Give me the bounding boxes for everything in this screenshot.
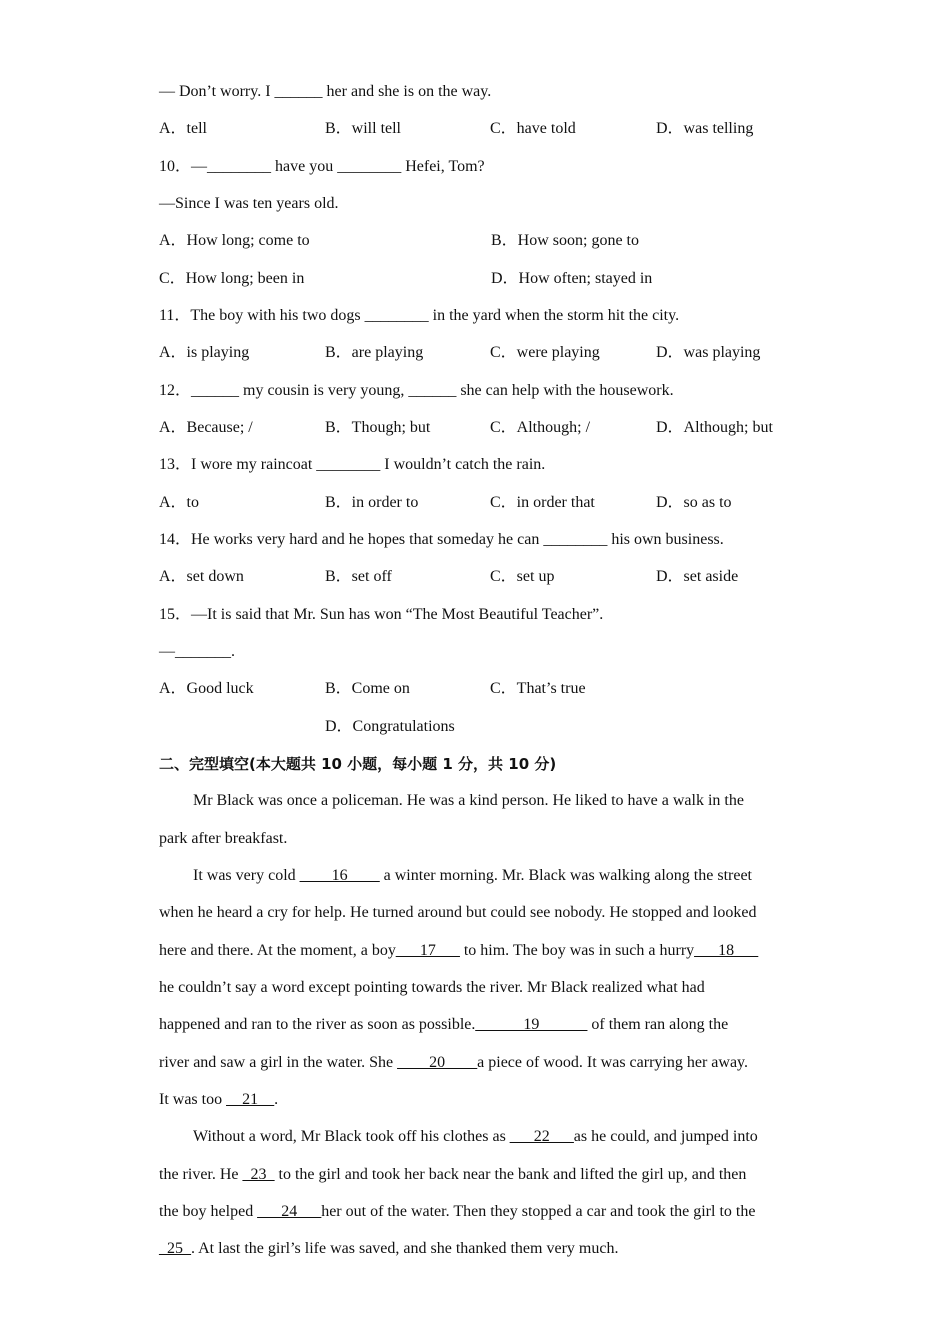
q11-option-c: C．were playing: [490, 344, 600, 361]
passage-text: here and there. At the moment, a boy: [159, 942, 396, 959]
blank-24: ___24___: [257, 1203, 322, 1220]
q15-stem: 15．—It is said that Mr. Sun has won “The Most Beautiful Teacher”.: [159, 606, 604, 623]
q13-option-b: B．in order to: [325, 494, 419, 511]
q12-option-b: B．Though; but: [325, 419, 431, 436]
passage-line: Mr Black was once a policeman. He was a kind person. He liked to have a walk in the: [193, 792, 744, 809]
q12-option-a: A．Because; /: [159, 419, 253, 436]
blank-22: ___22___: [509, 1128, 574, 1145]
q13-option-d: D．so as to: [656, 494, 732, 511]
passage-line: [193, 866, 752, 886]
q11-option-b: B．are playing: [325, 344, 424, 361]
passage-text: as he could, and jumped into: [573, 1128, 758, 1145]
passage-line: [159, 1015, 728, 1035]
q14-stem: 14．He works very hard and he hopes that someday he can ________ his own business.: [159, 531, 724, 548]
passage-text: It was very cold: [193, 867, 300, 884]
blank-17: ___17___: [395, 942, 460, 959]
q14-option-d: D．set aside: [656, 568, 739, 585]
passage-line: [159, 1090, 278, 1110]
q13-stem: 13．I wore my raincoat ________ I wouldn’t catch the rain.: [159, 456, 546, 473]
passage-text: It was too: [159, 1091, 227, 1108]
blank-23: _23_: [242, 1166, 275, 1183]
q13-option-a: A．to: [159, 494, 200, 511]
passage-line: when he heard a cry for help. He turned around but could see nobody. He stopped and looked: [159, 904, 757, 921]
q13-option-c: C．in order that: [490, 494, 595, 511]
passage-text: Without a word, Mr Black took off his clothes as: [193, 1128, 510, 1145]
q12-option-d: D．Although; but: [656, 419, 773, 436]
q10-option-d: D．How often; stayed in: [491, 270, 653, 287]
passage-text: to him. The boy was in such a hurry: [459, 942, 695, 959]
blank-16: ____16____: [299, 867, 380, 884]
passage-line: [159, 1165, 746, 1185]
passage-line: [159, 941, 758, 961]
q15-option-c: C．That’s true: [490, 680, 586, 697]
q15-option-b: B．Come on: [325, 680, 410, 697]
passage-line: [193, 1127, 758, 1147]
blank-20: ____20____: [397, 1054, 478, 1071]
q10-option-c: C．How long; been in: [159, 270, 305, 287]
q15-reply: —_______.: [159, 643, 235, 660]
q12-stem: 12．______ my cousin is very young, ______ she can help with the housework.: [159, 382, 674, 399]
q10-option-a: A．How long; come to: [159, 232, 310, 249]
passage-line: [159, 1202, 755, 1222]
q12-option-c: C．Although; /: [490, 419, 591, 436]
q15-option-d: D．Congratulations: [325, 718, 455, 735]
blank-18: ___18___: [694, 942, 759, 959]
passage-line: park after breakfast.: [159, 830, 288, 847]
q14-option-b: B．set off: [325, 568, 392, 585]
section-heading-cloze: 二、完型填空(本大题共 10 小题，每小题 1 分，共 10 分): [159, 755, 557, 773]
q9-option-d: D．was telling: [656, 120, 754, 137]
q9-option-c: C．have told: [490, 120, 576, 137]
q9-dialogue: — Don’t worry. I ______ her and she is on the way.: [159, 83, 492, 100]
blank-19: ______19______: [475, 1016, 588, 1033]
q15-option-a: A．Good luck: [159, 680, 254, 697]
passage-text: to the girl and took her back near the bank and lifted the girl up, and then: [274, 1166, 747, 1183]
q14-option-c: C．set up: [490, 568, 555, 585]
passage-text: the boy helped: [159, 1203, 258, 1220]
q11-option-a: A．is playing: [159, 344, 250, 361]
q11-stem: 11．The boy with his two dogs ________ in the yard when the storm hit the city.: [159, 307, 680, 324]
passage-text: . At last the girl’s life was saved, and she thanked them very much.: [191, 1240, 619, 1257]
passage-text: river and saw a girl in the water. She: [159, 1054, 398, 1071]
passage-text: .: [274, 1091, 279, 1108]
passage-line: [159, 1239, 618, 1259]
q10-reply: —Since I was ten years old.: [159, 195, 339, 212]
passage-line: [159, 1053, 748, 1073]
passage-text: a winter morning. Mr. Black was walking along the street: [379, 867, 752, 884]
blank-25: _25_: [159, 1240, 191, 1257]
passage-text: happened and ran to the river as soon as possible.: [159, 1016, 476, 1033]
q11-option-d: D．was playing: [656, 344, 761, 361]
passage-text: a piece of wood. It was carrying her away.: [477, 1054, 748, 1071]
q9-option-b: B．will tell: [325, 120, 402, 137]
q10-stem: 10．—________ have you ________ Hefei, Tom?: [159, 158, 485, 175]
passage-text: the river. He: [159, 1166, 243, 1183]
q9-option-a: A．tell: [159, 120, 207, 137]
passage-text: of them ran along the: [587, 1016, 729, 1033]
passage-text: her out of the water. Then they stopped a car and took the girl to the: [321, 1203, 756, 1220]
passage-line: he couldn’t say a word except pointing towards the river. Mr Black realized what had: [159, 979, 705, 996]
q14-option-a: A．set down: [159, 568, 244, 585]
q10-option-b: B．How soon; gone to: [491, 232, 640, 249]
blank-21: __21__: [226, 1091, 275, 1108]
